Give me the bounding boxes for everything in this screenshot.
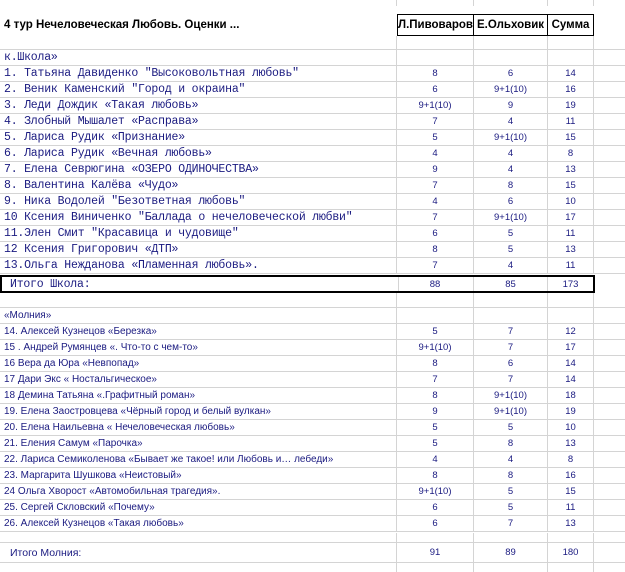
entry-name[interactable]: 3. Леди Дождик «Такая любовь» <box>0 98 397 113</box>
score-pivovarov[interactable]: 8 <box>397 242 474 257</box>
table-row <box>0 356 625 372</box>
table-row <box>0 452 625 468</box>
entry-name[interactable]: 11.Элен Смит "Красавица и чудовище" <box>0 226 397 241</box>
score-pivovarov[interactable]: 4 <box>397 452 474 467</box>
entry-name[interactable]: 1. Татьяна Давиденко "Высоковольтная любовь" <box>0 66 397 81</box>
total-row-school <box>0 275 595 293</box>
column-header-pivovarov[interactable]: Л.Пивоваров <box>397 14 474 36</box>
entry-name[interactable]: 21. Еления Самум «Парочка» <box>0 436 397 451</box>
entry-name[interactable]: 25. Сергей Скловский «Почему» <box>0 500 397 515</box>
entry-name[interactable]: 19. Елена Заостровцева «Чёрный город и белый вулкан» <box>0 404 397 419</box>
entry-name[interactable]: 9. Ника Водолей "Безответная любовь" <box>0 194 397 209</box>
table-row <box>0 178 625 194</box>
table-row <box>0 210 625 226</box>
table-row <box>0 98 625 114</box>
table-row <box>0 146 625 162</box>
score-pivovarov[interactable]: 5 <box>397 420 474 435</box>
table-row <box>0 226 625 242</box>
score-pivovarov[interactable]: 5 <box>397 324 474 339</box>
section-label-molniya[interactable]: «Молния» <box>0 308 397 323</box>
score-sum[interactable]: 19 <box>548 404 594 419</box>
table-row <box>0 516 625 532</box>
score-olkhovik[interactable]: 4 <box>474 258 548 273</box>
score-sum[interactable]: 8 <box>548 146 594 161</box>
score-olkhovik[interactable]: 8 <box>474 436 548 451</box>
score-pivovarov[interactable]: 7 <box>397 258 474 273</box>
score-pivovarov[interactable]: 4 <box>397 146 474 161</box>
table-row <box>0 194 625 210</box>
score-pivovarov[interactable]: 5 <box>397 130 474 145</box>
table-row <box>0 484 625 500</box>
score-olkhovik[interactable]: 9+1(10) <box>474 404 548 419</box>
score-sum[interactable]: 10 <box>548 194 594 209</box>
total-label[interactable]: Итого Школа: <box>2 277 399 291</box>
score-sum[interactable]: 11 <box>548 226 594 241</box>
table-row <box>0 436 625 452</box>
score-sum[interactable]: 13 <box>548 242 594 257</box>
score-pivovarov[interactable]: 9+1(10) <box>397 484 474 499</box>
score-sum[interactable]: 11 <box>548 258 594 273</box>
score-pivovarov[interactable]: 5 <box>397 436 474 451</box>
score-olkhovik[interactable]: 5 <box>474 484 548 499</box>
entry-name[interactable]: 23. Маргарита Шушкова «Неистовый» <box>0 468 397 483</box>
sheet-title[interactable]: 4 тур Нечеловеческая Любовь. Оценки ... <box>4 19 240 31</box>
score-sum[interactable]: 14 <box>548 356 594 371</box>
score-olkhovik[interactable]: 8 <box>474 468 548 483</box>
score-sum[interactable]: 13 <box>548 436 594 451</box>
entry-name[interactable]: 17 Дари Экс « Ностальгическое» <box>0 372 397 387</box>
score-olkhovik[interactable]: 6 <box>474 66 548 81</box>
score-olkhovik[interactable]: 4 <box>474 114 548 129</box>
entry-name[interactable]: 24 Ольга Хворост «Автомобильная трагедия». <box>0 484 397 499</box>
score-olkhovik[interactable]: 4 <box>474 146 548 161</box>
score-olkhovik[interactable]: 9+1(10) <box>474 210 548 225</box>
score-pivovarov[interactable]: 8 <box>397 356 474 371</box>
header-row <box>0 14 625 36</box>
score-pivovarov[interactable]: 6 <box>397 226 474 241</box>
column-header-olkhovik[interactable]: Е.Ольховик <box>474 14 548 36</box>
score-sum[interactable]: 15 <box>548 130 594 145</box>
total-pivovarov[interactable]: 88 <box>397 277 474 291</box>
score-sum[interactable]: 12 <box>548 324 594 339</box>
table-row <box>0 114 625 130</box>
table-row <box>0 468 625 484</box>
table-row <box>0 66 625 82</box>
score-sum[interactable]: 15 <box>548 178 594 193</box>
score-pivovarov[interactable]: 7 <box>397 210 474 225</box>
score-olkhovik[interactable]: 4 <box>474 162 548 177</box>
column-divider <box>474 0 548 6</box>
score-olkhovik[interactable]: 5 <box>474 420 548 435</box>
table-row <box>0 404 625 420</box>
score-sum[interactable]: 10 <box>548 420 594 435</box>
entry-name[interactable]: 20. Елена Наильевна « Нечеловеческая любовь» <box>0 420 397 435</box>
table-row <box>0 372 625 388</box>
score-pivovarov[interactable]: 6 <box>397 500 474 515</box>
score-olkhovik[interactable]: 6 <box>474 356 548 371</box>
table-row <box>0 162 625 178</box>
score-olkhovik[interactable]: 7 <box>474 340 548 355</box>
score-sum[interactable]: 11 <box>548 500 594 515</box>
score-pivovarov[interactable]: 9 <box>397 162 474 177</box>
section-label-school[interactable]: к.Школа» <box>0 50 397 65</box>
entry-name[interactable]: 22. Лариса Семиколенова «Бывает же такое! или Любовь и… лебеди» <box>0 452 397 467</box>
column-header-sum[interactable]: Сумма <box>548 14 594 36</box>
score-pivovarov[interactable]: 7 <box>397 114 474 129</box>
score-olkhovik[interactable]: 5 <box>474 226 548 241</box>
entry-name[interactable]: 14. Алексей Кузнецов «Березка» <box>0 324 397 339</box>
blank-row <box>0 563 625 572</box>
score-sum[interactable]: 19 <box>548 98 594 113</box>
score-sum[interactable]: 16 <box>548 82 594 97</box>
score-sum[interactable]: 14 <box>548 372 594 387</box>
column-divider <box>0 0 397 6</box>
total-row-molniya <box>0 543 625 563</box>
table-row <box>0 324 625 340</box>
score-sum[interactable]: 15 <box>548 484 594 499</box>
score-pivovarov[interactable]: 7 <box>397 178 474 193</box>
entry-name[interactable]: 18 Демина Татьяна «.Графитный роман» <box>0 388 397 403</box>
total-sum[interactable]: 173 <box>548 277 595 291</box>
blank-row <box>0 36 625 50</box>
entry-name[interactable]: 26. Алексей Кузнецов «Такая любовь» <box>0 516 397 531</box>
column-divider <box>548 0 594 6</box>
table-row <box>0 420 625 436</box>
score-sum[interactable]: 13 <box>548 516 594 531</box>
score-sum[interactable]: 18 <box>548 388 594 403</box>
table-row <box>0 82 625 98</box>
total-label[interactable]: Итого Молния: <box>0 543 397 562</box>
entry-name[interactable]: 16 Вера да Юра «Невпопад» <box>0 356 397 371</box>
score-pivovarov[interactable]: 9+1(10) <box>397 98 474 113</box>
entry-name[interactable]: 10 Ксения Виниченко "Баллада о нечеловеческой любви" <box>0 210 397 225</box>
table-row <box>0 130 625 146</box>
table-row <box>0 258 625 274</box>
table-row <box>0 242 625 258</box>
score-olkhovik[interactable]: 9+1(10) <box>474 82 548 97</box>
section-label-row <box>0 50 625 66</box>
blank-row <box>0 293 625 308</box>
score-olkhovik[interactable]: 9 <box>474 98 548 113</box>
table-row <box>0 388 625 404</box>
score-olkhovik[interactable]: 4 <box>474 452 548 467</box>
score-sum[interactable]: 8 <box>548 452 594 467</box>
entry-name[interactable]: 15 . Андрей Румянцев «. Что-то с чем-то» <box>0 340 397 355</box>
score-sum[interactable]: 13 <box>548 162 594 177</box>
score-olkhovik[interactable]: 7 <box>474 372 548 387</box>
entry-name[interactable]: 5. Лариса Рудик «Признание» <box>0 130 397 145</box>
entry-name[interactable]: 8. Валентина Калёва «Чудо» <box>0 178 397 193</box>
entry-name[interactable]: 6. Лариса Рудик «Вечная любовь» <box>0 146 397 161</box>
score-sum[interactable]: 16 <box>548 468 594 483</box>
total-sum[interactable]: 180 <box>548 543 594 562</box>
score-olkhovik[interactable]: 5 <box>474 242 548 257</box>
score-sum[interactable]: 17 <box>548 340 594 355</box>
total-olkhovik[interactable]: 89 <box>474 543 548 562</box>
score-olkhovik[interactable]: 7 <box>474 516 548 531</box>
score-pivovarov[interactable]: 8 <box>397 66 474 81</box>
score-pivovarov[interactable]: 8 <box>397 388 474 403</box>
total-pivovarov[interactable]: 91 <box>397 543 474 562</box>
score-olkhovik[interactable]: 8 <box>474 178 548 193</box>
table-row <box>0 340 625 356</box>
blank-row <box>0 533 625 543</box>
score-olkhovik[interactable]: 7 <box>474 324 548 339</box>
score-olkhovik[interactable]: 9+1(10) <box>474 130 548 145</box>
entry-name[interactable]: 13.Ольга Нежданова «Пламенная любовь». <box>0 258 397 273</box>
score-pivovarov[interactable]: 9+1(10) <box>397 340 474 355</box>
entry-name[interactable]: 4. Злобный Мышалет «Расправа» <box>0 114 397 129</box>
table-row <box>0 500 625 516</box>
score-olkhovik[interactable]: 5 <box>474 500 548 515</box>
score-sum[interactable]: 17 <box>548 210 594 225</box>
score-olkhovik[interactable]: 9+1(10) <box>474 388 548 403</box>
entry-name[interactable]: 2. Веник Каменский "Город и окраина" <box>0 82 397 97</box>
score-pivovarov[interactable]: 9 <box>397 404 474 419</box>
entry-name[interactable]: 7. Елена Севрюгина «ОЗЕРО ОДИНОЧЕСТВА» <box>0 162 397 177</box>
score-pivovarov[interactable]: 6 <box>397 82 474 97</box>
score-sum[interactable]: 11 <box>548 114 594 129</box>
score-pivovarov[interactable]: 7 <box>397 372 474 387</box>
total-olkhovik[interactable]: 85 <box>474 277 548 291</box>
score-pivovarov[interactable]: 6 <box>397 516 474 531</box>
score-sum[interactable]: 14 <box>548 66 594 81</box>
column-divider <box>397 0 474 6</box>
section-label-row <box>0 308 625 324</box>
score-pivovarov[interactable]: 4 <box>397 194 474 209</box>
score-olkhovik[interactable]: 6 <box>474 194 548 209</box>
entry-name[interactable]: 12 Ксения Григорович «ДТП» <box>0 242 397 257</box>
score-pivovarov[interactable]: 8 <box>397 468 474 483</box>
